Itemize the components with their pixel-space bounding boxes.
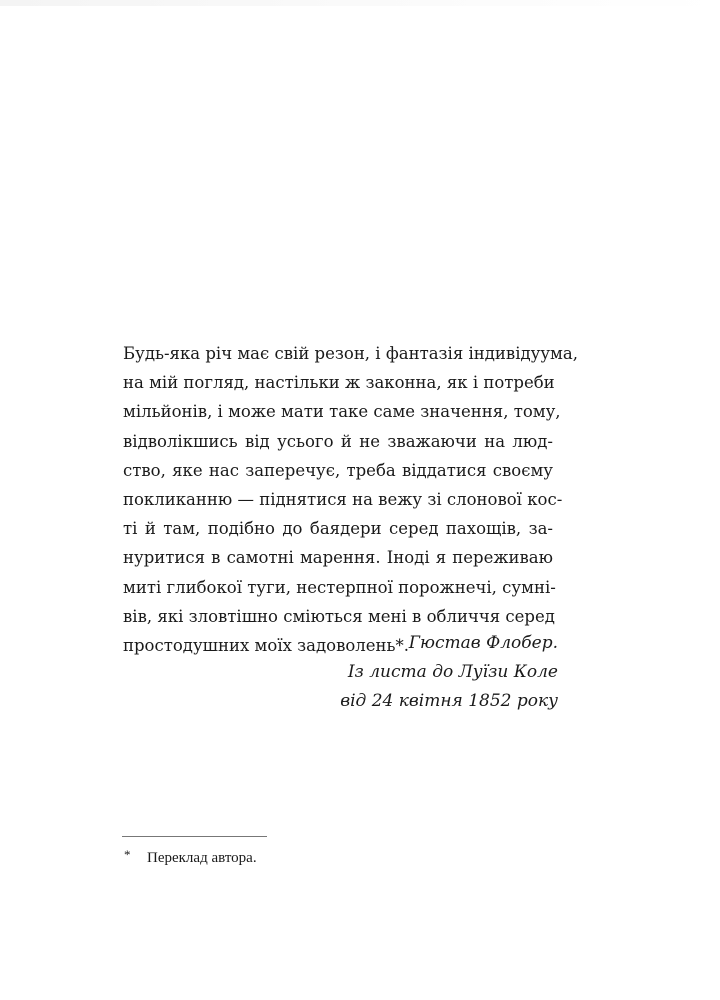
epigraph-quote xyxy=(123,339,578,660)
epigraph-line: відволікшись від усього й не зважаючи на люд- xyxy=(123,431,553,451)
epigraph-line: ство, яке нас заперечує, треба віддатися своєму xyxy=(123,460,553,480)
footnote xyxy=(124,848,257,868)
epigraph-line: простодушних моїх задоволень*. xyxy=(123,635,410,655)
attribution-source: Із листа до Луїзи Коле xyxy=(347,662,558,682)
footnote-text: Переклад автора. xyxy=(147,850,257,866)
epigraph-line: миті глибокої туги, нестерпної порожнечі, сумні- xyxy=(123,577,556,597)
epigraph-line: Будь-яка річ має свій резон, і фантазія індивідуума, xyxy=(123,344,578,363)
epigraph-line: мільйонів, і може мати таке саме значення, тому, xyxy=(123,402,561,422)
page-top-edge xyxy=(0,0,720,6)
epigraph-line: ті й там, подібно до баядери серед пахощів, за- xyxy=(123,519,553,539)
attribution-author: Гюстав Флобер. xyxy=(408,633,558,653)
epigraph-line: на мій погляд, настільки ж законна, як і потреби xyxy=(123,373,555,393)
epigraph-attribution xyxy=(340,629,558,716)
epigraph-line: покликанню — піднятися на вежу зі слонової кос- xyxy=(123,489,563,509)
footnote-marker: * xyxy=(124,847,131,862)
footnote-divider xyxy=(122,836,267,837)
epigraph-line: вів, які зловтішно сміються мені в обличчя серед xyxy=(123,606,555,626)
epigraph-line: нуритися в самотні марення. Іноді я переживаю xyxy=(123,548,553,568)
attribution-date: від 24 квітня 1852 року xyxy=(340,691,558,711)
